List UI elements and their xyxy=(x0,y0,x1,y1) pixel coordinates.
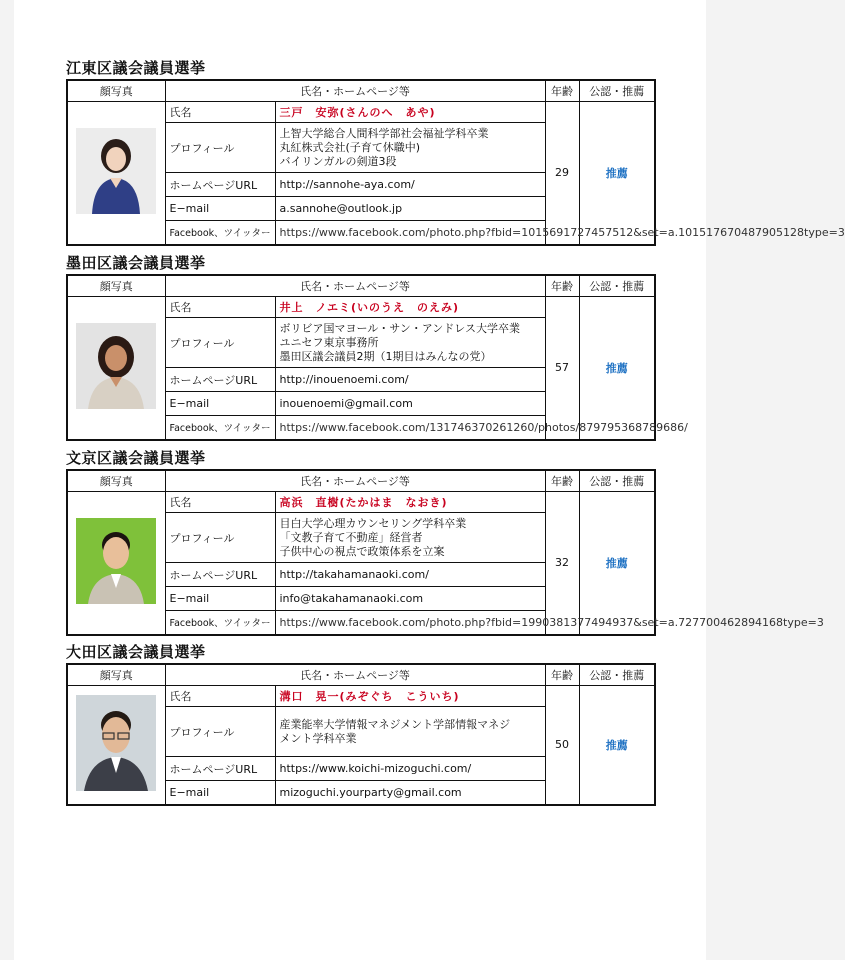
email-address[interactable]: inouenoemi@gmail.com xyxy=(275,392,545,416)
candidate-photo-cell xyxy=(67,492,165,635)
label-name: 氏名 xyxy=(165,102,275,123)
homepage-link[interactable]: http://takahamanaoki.com/ xyxy=(275,563,545,587)
election-section-koto xyxy=(66,58,845,246)
candidate-table xyxy=(66,663,656,806)
label-facebook: Facebook、ツイッター xyxy=(165,611,275,635)
section-title: 文京区議会議員選挙 xyxy=(66,449,206,467)
candidate-photo xyxy=(76,128,156,214)
header-endorse: 公認・推薦 xyxy=(579,470,655,492)
candidate-photo xyxy=(76,695,156,791)
profile-line: バイリンガルの剣道3段 xyxy=(279,154,397,168)
candidate-name: 高浜 直樹(たかはま なおき) xyxy=(275,492,545,513)
profile-line: 丸紅株式会社(子育て休職中) xyxy=(279,140,421,154)
profile-line: 墨田区議会議員2期（1期目はみんなの党） xyxy=(279,349,492,363)
election-section-sumida xyxy=(66,253,688,441)
label-email: E−mail xyxy=(165,587,275,611)
label-email: E−mail xyxy=(165,197,275,221)
header-name-hp: 氏名・ホームページ等 xyxy=(165,664,545,686)
candidate-photo-cell xyxy=(67,686,165,805)
header-photo: 顔写真 xyxy=(67,664,165,686)
header-endorse: 公認・推薦 xyxy=(579,275,655,297)
label-homepage: ホームページURL xyxy=(165,173,275,197)
header-age: 年齢 xyxy=(545,80,579,102)
header-photo: 顔写真 xyxy=(67,275,165,297)
section-title: 大田区議会議員選挙 xyxy=(66,643,206,661)
endorsement-status: 推薦 xyxy=(579,102,655,245)
profile-line: 「文教子育て不動産」経営者 xyxy=(279,530,423,544)
candidate-table xyxy=(66,79,845,246)
header-photo: 顔写真 xyxy=(67,80,165,102)
label-homepage: ホームページURL xyxy=(165,368,275,392)
candidate-profile xyxy=(275,707,545,757)
facebook-link[interactable]: https://www.facebook.com/photo.php?fbid=1990381377494937&set=a.727700462894168type=3 xyxy=(275,611,545,635)
label-homepage: ホームページURL xyxy=(165,563,275,587)
label-profile: プロフィール xyxy=(165,318,275,368)
election-section-bunkyo xyxy=(66,448,824,636)
header-name-hp: 氏名・ホームページ等 xyxy=(165,275,545,297)
email-address[interactable]: mizoguchi.yourparty@gmail.com xyxy=(275,781,545,805)
profile-line: 子供中心の視点で政策体系を立案 xyxy=(279,544,445,558)
label-profile: プロフィール xyxy=(165,513,275,563)
label-facebook: Facebook、ツイッター xyxy=(165,416,275,440)
label-name: 氏名 xyxy=(165,492,275,513)
candidate-photo-cell xyxy=(67,102,165,245)
label-homepage: ホームページURL xyxy=(165,757,275,781)
candidate-photo xyxy=(76,323,156,409)
profile-line: 上智大学総合人間科学部社会福祉学科卒業 xyxy=(279,126,489,140)
label-email: E−mail xyxy=(165,392,275,416)
candidate-name: 溝口 晃一(みぞぐち こういち) xyxy=(275,686,545,707)
election-section-ota xyxy=(66,642,654,806)
label-profile: プロフィール xyxy=(165,707,275,757)
profile-line: 産業能率大学情報マネジメント学部情報マネジ xyxy=(279,717,511,731)
candidate-age: 32 xyxy=(545,492,579,635)
homepage-link[interactable]: http://inouenoemi.com/ xyxy=(275,368,545,392)
candidate-name: 井上 ノエミ(いのうえ のえみ) xyxy=(275,297,545,318)
homepage-link[interactable]: http://sannohe-aya.com/ xyxy=(275,173,545,197)
candidate-age: 57 xyxy=(545,297,579,440)
profile-line: ユニセフ東京事務所 xyxy=(279,335,379,349)
label-name: 氏名 xyxy=(165,297,275,318)
section-title: 江東区議会議員選挙 xyxy=(66,59,206,77)
endorsement-status: 推薦 xyxy=(579,686,655,805)
endorsement-status: 推薦 xyxy=(579,492,655,635)
candidate-age: 29 xyxy=(545,102,579,245)
candidate-table xyxy=(66,274,688,441)
candidate-age: 50 xyxy=(545,686,579,805)
header-endorse: 公認・推薦 xyxy=(579,664,655,686)
profile-line: メント学科卒業 xyxy=(279,731,357,745)
facebook-link[interactable]: https://www.facebook.com/photo.php?fbid=1015691727457512&set=a.101517670487905128type=3 xyxy=(275,221,545,245)
profile-line: ボリビア国マヨール・サン・アンドレス大学卒業 xyxy=(279,321,520,335)
section-title: 墨田区議会議員選挙 xyxy=(66,254,206,272)
email-address[interactable]: info@takahamanaoki.com xyxy=(275,587,545,611)
header-name-hp: 氏名・ホームページ等 xyxy=(165,470,545,492)
header-name-hp: 氏名・ホームページ等 xyxy=(165,80,545,102)
candidate-profile xyxy=(275,513,545,563)
header-endorse: 公認・推薦 xyxy=(579,80,655,102)
candidate-profile xyxy=(275,318,545,368)
label-name: 氏名 xyxy=(165,686,275,707)
header-photo: 顔写真 xyxy=(67,470,165,492)
candidate-photo-cell xyxy=(67,297,165,440)
candidate-name: 三戸 安弥(さんのへ あや) xyxy=(275,102,545,123)
endorsement-status: 推薦 xyxy=(579,297,655,440)
candidate-profile xyxy=(275,123,545,173)
label-email: E−mail xyxy=(165,781,275,805)
email-address[interactable]: a.sannohe@outlook.jp xyxy=(275,197,545,221)
homepage-link[interactable]: https://www.koichi-mizoguchi.com/ xyxy=(275,757,545,781)
candidate-table xyxy=(66,469,824,636)
header-age: 年齢 xyxy=(545,470,579,492)
label-profile: プロフィール xyxy=(165,123,275,173)
profile-line: 目白大学心理カウンセリング学科卒業 xyxy=(279,516,467,530)
facebook-link[interactable]: https://www.facebook.com/1317463702612​60/photos/879795368789686/ xyxy=(275,416,545,440)
header-age: 年齢 xyxy=(545,664,579,686)
candidate-photo xyxy=(76,518,156,604)
label-facebook: Facebook、ツイッター xyxy=(165,221,275,245)
header-age: 年齢 xyxy=(545,275,579,297)
